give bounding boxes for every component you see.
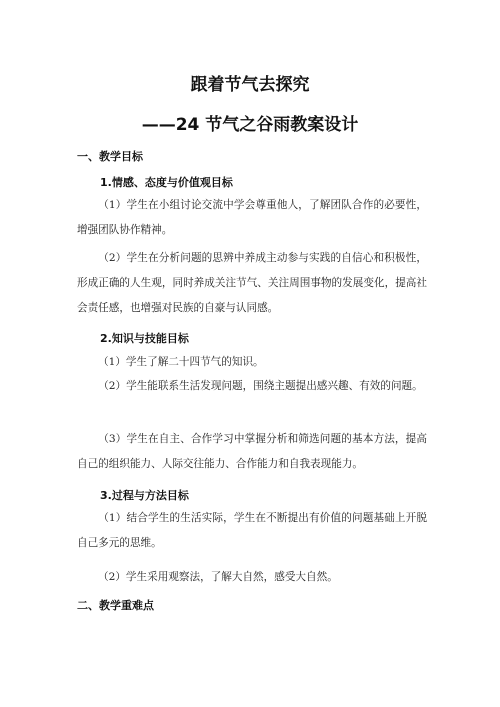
subheading-knowledge-goals: 2.知识与技能目标: [100, 332, 189, 345]
paragraph-knowledge-2: （2）学生能联系生活发现问题，围绕主题提出感兴趣、有效的问题。: [98, 380, 423, 392]
subheading-process-goals: 3.过程与方法目标: [100, 489, 189, 502]
document-title: 跟着节气去探究: [190, 75, 310, 95]
paragraph-process-2: （2）学生采用观察法，了解大自然，感受大自然。: [98, 571, 338, 583]
paragraph-knowledge-3: （3）学生在自主、合作学习中掌握分析和筛选问题的基本方法，提高自己的组织能力、人际交往能力、合作能力和自我表现能力。: [77, 433, 427, 470]
paragraph-emotion-1: （1）学生在小组讨论交流中学会尊重他人，了解团队合作的必要性，增强团队协作精神。: [77, 199, 427, 236]
paragraph-process-1: （1）结合学生的生活实际，学生在不断提出有价值的问题基础上开脱自己多元的思维。: [77, 512, 427, 549]
paragraph-knowledge-1: （1）学生了解二十四节气的知识。: [98, 356, 264, 368]
section-heading-key-points: 二、教学重难点: [77, 599, 154, 612]
document-subtitle: ——24 节气之谷雨教案设计: [141, 115, 359, 135]
subheading-emotion-goals: 1.情感、态度与价值观目标: [100, 176, 233, 189]
paragraph-emotion-2: （2）学生在分析问题的思辨中养成主动参与实践的自信心和积极性，形成正确的人生观，同时养成关注节气、关注周围事物的发展变化，提高社会责任感，也增强对民族的自豪与认同感。: [77, 252, 427, 314]
section-heading-objectives: 一、教学目标: [77, 150, 143, 163]
